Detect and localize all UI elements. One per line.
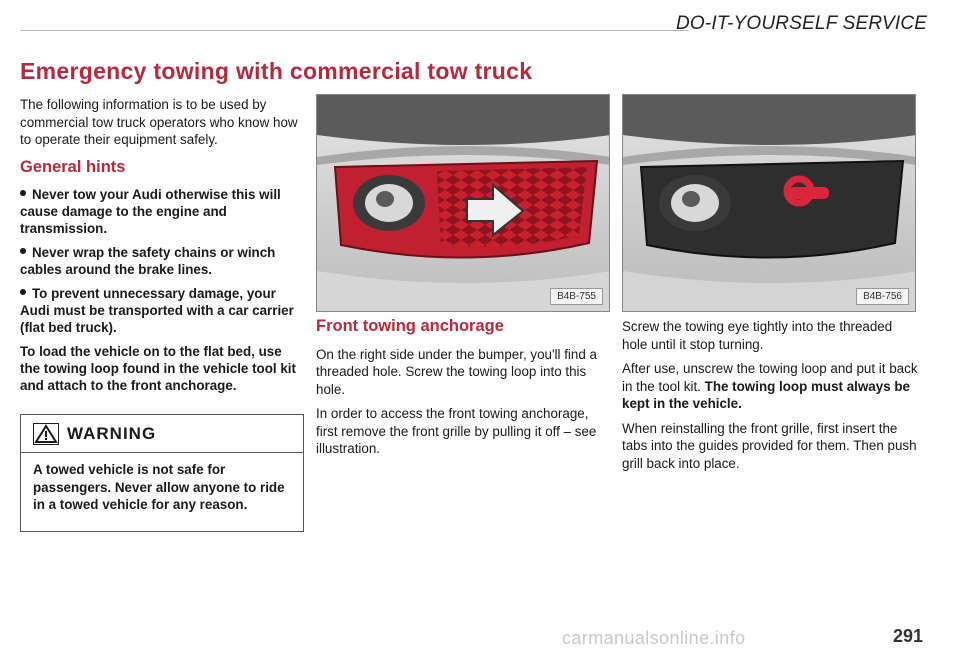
- reinstall-grille-paragraph: When reinstalling the front grille, first insert the tabs into the guides provided for them. Then push grill back into place.: [622, 420, 917, 471]
- general-hints-heading: General hints: [20, 157, 126, 176]
- anchorage-paragraph: In order to access the front towing anchorage, first remove the front grille by pulling it off – see illustration.: [316, 406, 597, 456]
- figure-code: B4B-756: [856, 288, 909, 305]
- bullet-icon: [20, 248, 26, 254]
- load-instruction: To load the vehicle on to the flat bed, use the towing loop found in the vehicle tool kit and attach to the front anchorage.: [20, 344, 296, 393]
- header-rule: [20, 30, 688, 31]
- figure-code: B4B-755: [550, 288, 603, 305]
- page-title: Emergency towing with commercial tow truck: [20, 58, 533, 84]
- figure-front-grille-removed: [316, 94, 610, 312]
- column-2: [316, 318, 610, 465]
- keep-in-vehicle-note: The towing loop must always be kept in the vehicle.: [622, 378, 910, 411]
- intro-paragraph: The following information is to be used by commercial tow truck operators who know how to operate their equipment safely.: [20, 97, 298, 147]
- towing-eye-illustration: [623, 95, 916, 312]
- warning-triangle-icon: [33, 423, 59, 445]
- warning-label: WARNING: [67, 423, 157, 443]
- column-3: [622, 318, 918, 479]
- section-title: DO-IT-YOURSELF SERVICE: [676, 13, 928, 34]
- bumper-grille-illustration: [317, 95, 610, 312]
- warning-box: [20, 414, 304, 532]
- front-towing-anchorage-heading: Front towing anchorage: [316, 317, 504, 335]
- screw-eye-paragraph: Screw the towing eye tightly into the threaded hole until it stop turning.: [622, 319, 893, 352]
- warning-header: [21, 415, 303, 453]
- bullet-item: To prevent unnecessary damage, your Audi must be transported with a car carrier (flat bed truck).: [20, 286, 294, 335]
- bullet-icon: [20, 190, 26, 196]
- figure-towing-eye-installed: [622, 94, 916, 312]
- bullet-icon: [20, 289, 26, 295]
- bullet-item: Never tow your Audi otherwise this will cause damage to the engine and transmission.: [20, 187, 281, 236]
- bullet-item: Never wrap the safety chains or winch cables around the brake lines.: [20, 245, 276, 277]
- page-number: 291: [893, 626, 924, 646]
- watermark-text: carmanualsonline.info: [562, 628, 746, 648]
- after-use-paragraph: After use, unscrew the towing loop and put it back in the tool kit. The towing loop must always be kept in the vehicle.: [622, 361, 918, 411]
- warning-text: A towed vehicle is not safe for passengers. Never allow anyone to ride in a towed vehicle for any reason.: [33, 462, 285, 512]
- column-1: [20, 96, 304, 401]
- anchorage-paragraph: On the right side under the bumper, you'll find a threaded hole. Screw the towing loop into this hole.: [316, 346, 597, 397]
